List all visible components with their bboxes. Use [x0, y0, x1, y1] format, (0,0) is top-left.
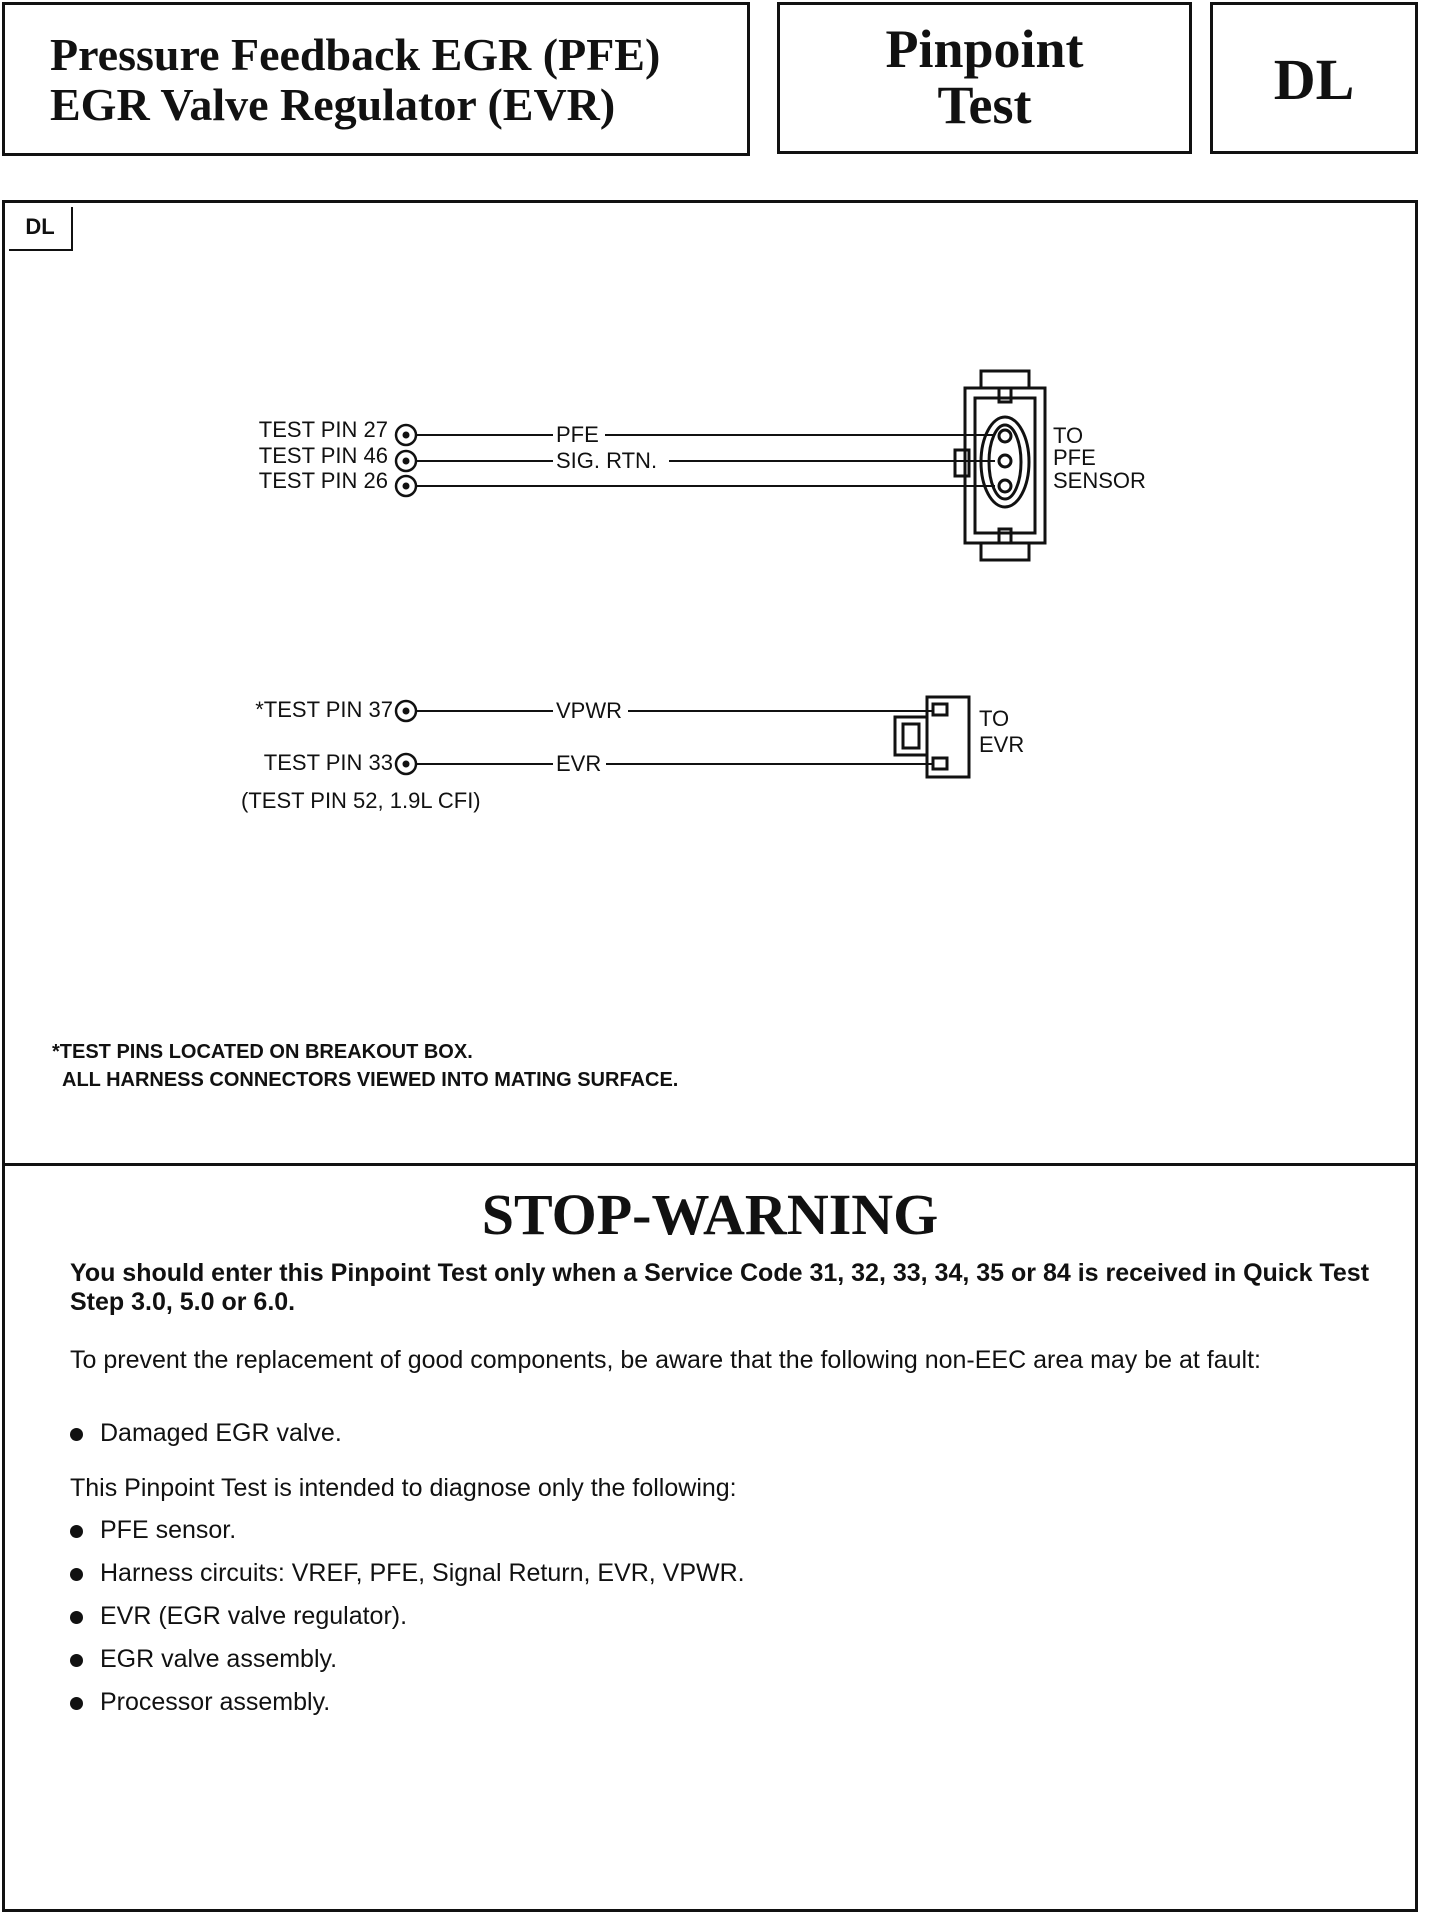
non-eec-list: [70, 1419, 342, 1462]
bullet-icon: [70, 1697, 83, 1710]
bullet-icon: [70, 1568, 83, 1581]
evr-connector-evr: EVR: [979, 732, 1025, 757]
title-line-1: Pressure Feedback EGR (PFE): [50, 29, 661, 80]
list-item: [70, 1419, 342, 1462]
wiring-diagram: [5, 203, 1415, 1161]
main-panel: [2, 200, 1418, 1912]
pin-note-52: (TEST PIN 52, 1.9L CFI): [241, 788, 481, 813]
test-code-box: [1210, 2, 1418, 154]
pfe-connector-sensor: SENSOR: [1053, 468, 1146, 493]
warning-intro: You should enter this Pinpoint Test only when a Service Code 31, 32, 33, 34, 35 or 84 is received in Quick Test Step 3.0, 5.0 or 6.0.: [70, 1259, 1370, 1316]
test-pin-33-icon: [396, 754, 416, 774]
test-type-line-2: Test: [937, 75, 1032, 135]
pfe-connector-to: TO: [1053, 423, 1084, 448]
diagnose-item-processor: Processor assembly.: [100, 1688, 331, 1716]
pin-label-27: TEST PIN 27: [258, 417, 388, 442]
list-item: [70, 1645, 745, 1688]
test-pin-46-icon: [396, 451, 416, 471]
diagnose-item-harness: Harness circuits: VREF, PFE, Signal Return, EVR, VPWR.: [100, 1559, 745, 1587]
diagnose-list: [70, 1516, 745, 1731]
bullet-icon: [70, 1525, 83, 1538]
pin-label-37: *TEST PIN 37: [255, 697, 393, 722]
prevent-text: To prevent the replacement of good components, be aware that the following non-EEC area may be at fault:: [70, 1346, 1261, 1374]
bullet-icon: [70, 1654, 83, 1667]
test-type-line-1: Pinpoint: [885, 19, 1084, 79]
diagram-tag: DL: [9, 207, 73, 251]
pfe-connector-icon: [955, 371, 1045, 560]
warning-title: STOP-WARNING: [481, 1182, 939, 1247]
non-eec-item: Damaged EGR valve.: [100, 1419, 342, 1447]
wire-label-vpwr: VPWR: [556, 698, 622, 723]
bullet-icon: [70, 1611, 83, 1624]
test-pin-26-icon: [396, 476, 416, 496]
pin-label-26: TEST PIN 26: [258, 468, 388, 493]
test-code: DL: [1273, 47, 1355, 112]
section-divider: [5, 1163, 1415, 1166]
list-item: [70, 1602, 745, 1645]
wire-label-pfe: PFE: [556, 422, 599, 447]
test-type-box: [777, 2, 1192, 154]
pin-label-33: TEST PIN 33: [263, 750, 393, 775]
wire-label-evr: EVR: [556, 751, 602, 776]
intended-text: This Pinpoint Test is intended to diagnose only the following:: [70, 1474, 737, 1502]
pfe-connector-pfe: PFE: [1053, 445, 1096, 470]
wire-label-sig-rtn: SIG. RTN.: [556, 448, 658, 473]
pin-label-46: TEST PIN 46: [258, 443, 388, 468]
note-breakout-box: *TEST PINS LOCATED ON BREAKOUT BOX.: [52, 1041, 473, 1063]
diagnose-item-egr-valve: EGR valve assembly.: [100, 1645, 338, 1673]
list-item: [70, 1688, 745, 1731]
diagnose-item-pfe-sensor: PFE sensor.: [100, 1516, 237, 1544]
title-box: [2, 2, 750, 156]
test-pin-37-icon: [396, 701, 416, 721]
bullet-icon: [70, 1428, 83, 1441]
test-pin-27-icon: [396, 425, 416, 445]
title-line-2: EGR Valve Regulator (EVR): [50, 79, 616, 130]
note-harness-connectors: ALL HARNESS CONNECTORS VIEWED INTO MATING SURFACE.: [62, 1069, 679, 1091]
list-item: [70, 1516, 745, 1559]
evr-connector-to: TO: [979, 706, 1010, 731]
list-item: [70, 1559, 745, 1602]
diagnose-item-evr: EVR (EGR valve regulator).: [100, 1602, 408, 1630]
